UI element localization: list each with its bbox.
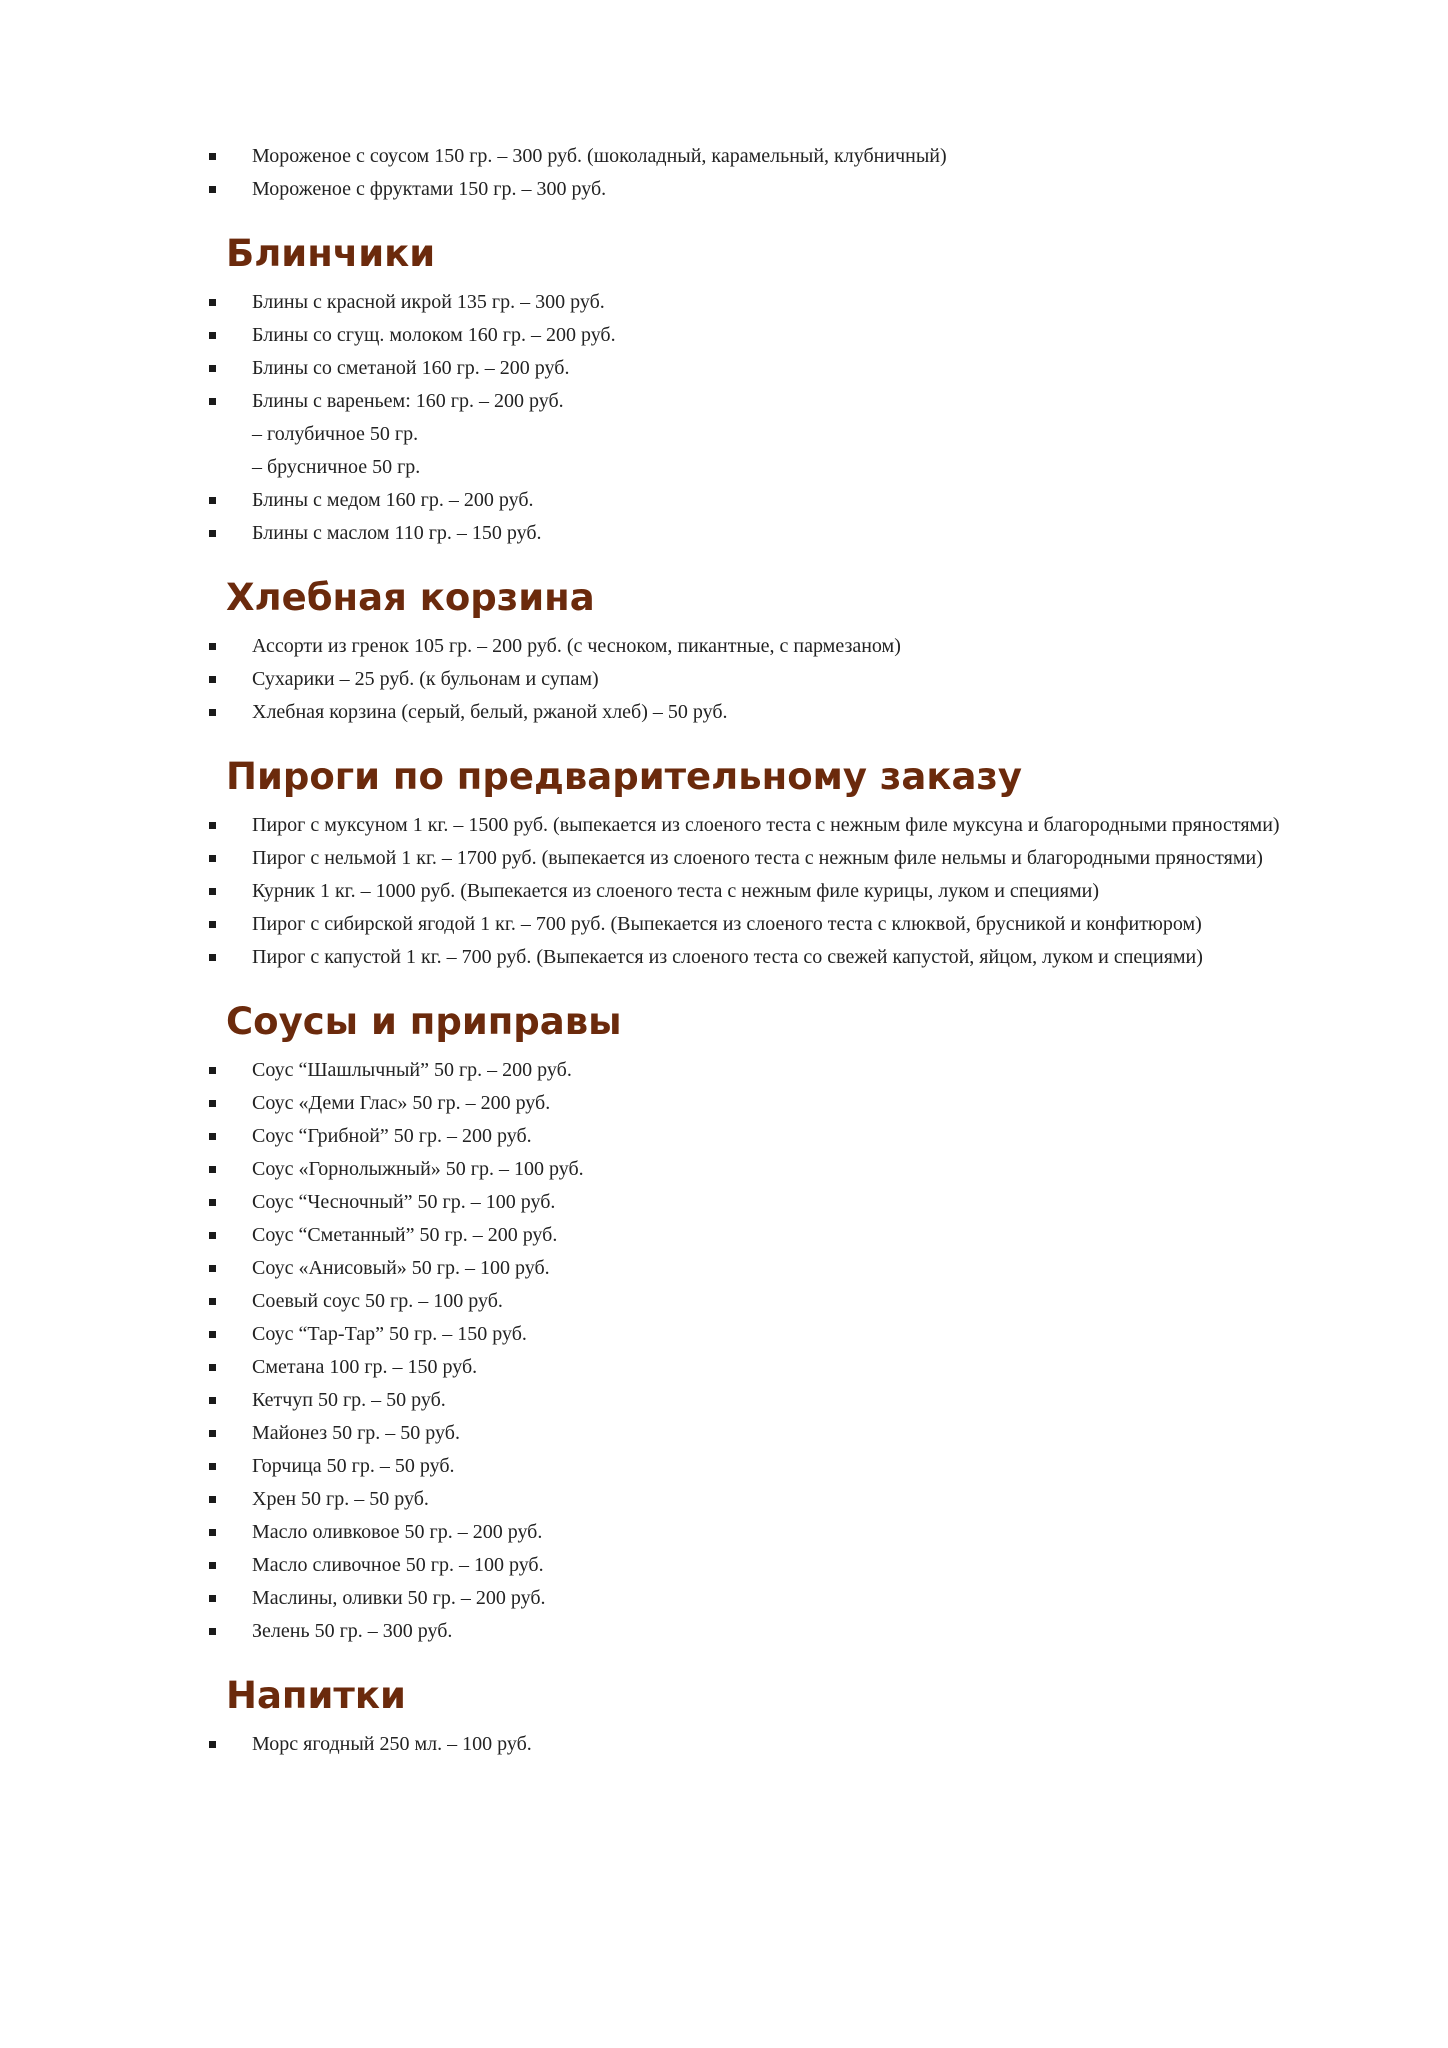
- bullet-icon: [209, 497, 216, 504]
- item-text: Зелень 50 гр. – 300 руб.: [252, 1620, 453, 1642]
- section-title-drinks: Напитки: [226, 1674, 406, 1717]
- item-text: Майонез 50 гр. – 50 руб.: [252, 1422, 460, 1444]
- list-item: [206, 385, 1336, 418]
- bullet-icon: [209, 1331, 216, 1338]
- list-item: [206, 173, 1336, 206]
- menu-content: [206, 140, 1336, 1761]
- bullet-icon: [209, 186, 216, 193]
- list-item: [206, 1351, 1336, 1384]
- pies-list: [206, 809, 1336, 974]
- bullet-icon: [209, 1562, 216, 1569]
- item-text: Соус «Горнолыжный» 50 гр. – 100 руб.: [252, 1158, 584, 1180]
- item-text: Блины с маслом 110 гр. – 150 руб.: [252, 522, 542, 544]
- list-item: [206, 319, 1336, 352]
- item-text: – брусничное 50 гр.: [252, 456, 421, 478]
- item-text: Маслины, оливки 50 гр. – 200 руб.: [252, 1587, 546, 1609]
- bullet-icon: [209, 365, 216, 372]
- list-item: [206, 1582, 1336, 1615]
- dessert-list: [206, 140, 1336, 206]
- section-title-sauces: Соусы и приправы: [226, 1000, 622, 1043]
- item-text: Пирог с сибирской ягодой 1 кг. – 700 руб. (Выпекается из слоеного теста с клюквой, брусникой и конфитюром): [252, 913, 1202, 935]
- list-item: [206, 1054, 1336, 1087]
- item-text: Сухарики – 25 руб. (к бульонам и супам): [252, 668, 599, 690]
- list-item: [206, 1549, 1336, 1582]
- item-text: Пирог с муксуном 1 кг. – 1500 руб. (выпекается из слоеного теста с нежным филе муксуна и благородными пряностями): [252, 814, 1280, 836]
- bullet-icon: [209, 1199, 216, 1206]
- item-text: Мороженое с фруктами 150 гр. – 300 руб.: [252, 178, 607, 200]
- list-item: [206, 1450, 1336, 1483]
- list-item: [206, 1417, 1336, 1450]
- list-item: [206, 1728, 1336, 1761]
- item-text: Блины со сгущ. молоком 160 гр. – 200 руб.: [252, 324, 616, 346]
- bullet-icon: [209, 1741, 216, 1748]
- list-item: [206, 663, 1336, 696]
- list-item: [206, 809, 1336, 842]
- item-text: Курник 1 кг. – 1000 руб. (Выпекается из слоеного теста с нежным филе курицы, луком и специями): [252, 880, 1099, 902]
- bullet-icon: [209, 643, 216, 650]
- list-item: [206, 1285, 1336, 1318]
- bullet-icon: [209, 1595, 216, 1602]
- item-text: Масло оливковое 50 гр. – 200 руб.: [252, 1521, 543, 1543]
- section-title-blinchiki: Блинчики: [226, 232, 436, 275]
- item-text: Блины с медом 160 гр. – 200 руб.: [252, 489, 534, 511]
- bullet-icon: [209, 822, 216, 829]
- item-text: Соус “Грибной” 50 гр. – 200 руб.: [252, 1125, 532, 1147]
- bullet-icon: [209, 299, 216, 306]
- list-item: [206, 1219, 1336, 1252]
- bullet-icon: [209, 1100, 216, 1107]
- bullet-icon: [209, 1265, 216, 1272]
- list-item: [206, 352, 1336, 385]
- list-sub-item: [206, 418, 1336, 451]
- blinchiki-list: [206, 286, 1336, 550]
- sauces-list: [206, 1054, 1336, 1648]
- item-text: Хрен 50 гр. – 50 руб.: [252, 1488, 429, 1510]
- list-item: [206, 1516, 1336, 1549]
- item-text: Соус «Деми Глас» 50 гр. – 200 руб.: [252, 1092, 551, 1114]
- list-item: [206, 517, 1336, 550]
- list-item: [206, 1252, 1336, 1285]
- item-text: Соус “Тар-Тар” 50 гр. – 150 руб.: [252, 1323, 527, 1345]
- item-text: Мороженое с соусом 150 гр. – 300 руб. (шоколадный, карамельный, клубничный): [252, 145, 947, 167]
- bullet-icon: [209, 398, 216, 405]
- section-title-pies: Пироги по предварительному заказу: [226, 755, 1023, 798]
- bullet-icon: [209, 1067, 216, 1074]
- item-text: Соус “Сметанный” 50 гр. – 200 руб.: [252, 1224, 558, 1246]
- bullet-icon: [209, 1364, 216, 1371]
- bullet-icon: [209, 1463, 216, 1470]
- bullet-icon: [209, 1430, 216, 1437]
- bullet-icon: [209, 855, 216, 862]
- bullet-icon: [209, 1133, 216, 1140]
- bullet-icon: [209, 332, 216, 339]
- item-text: Кетчуп 50 гр. – 50 руб.: [252, 1389, 446, 1411]
- item-text: Блины со сметаной 160 гр. – 200 руб.: [252, 357, 570, 379]
- item-text: Соус “Шашлычный” 50 гр. – 200 руб.: [252, 1059, 572, 1081]
- bullet-icon: [209, 1529, 216, 1536]
- list-item: [206, 1153, 1336, 1186]
- list-item: [206, 908, 1336, 941]
- list-item: [206, 696, 1336, 729]
- item-text: Пирог с нельмой 1 кг. – 1700 руб. (выпекается из слоеного теста с нежным филе нельмы и благородными пряностями): [252, 847, 1263, 869]
- bullet-icon: [209, 709, 216, 716]
- list-item: [206, 875, 1336, 908]
- bullet-icon: [209, 888, 216, 895]
- list-item: [206, 1615, 1336, 1648]
- item-text: Блины с красной икрой 135 гр. – 300 руб.: [252, 291, 605, 313]
- item-text: Ассорти из гренок 105 гр. – 200 руб. (с чесноком, пикантные, с пармезаном): [252, 635, 901, 657]
- list-item: [206, 140, 1336, 173]
- bullet-icon: [209, 921, 216, 928]
- list-item: [206, 484, 1336, 517]
- drinks-list: [206, 1728, 1336, 1761]
- item-text: Пирог с капустой 1 кг. – 700 руб. (Выпекается из слоеного теста со свежей капустой, яйцом, луком и специями): [252, 946, 1203, 968]
- list-item: [206, 1483, 1336, 1516]
- item-text: Соус «Анисовый» 50 гр. – 100 руб.: [252, 1257, 550, 1279]
- bullet-icon: [209, 1298, 216, 1305]
- list-item: [206, 630, 1336, 663]
- bullet-icon: [209, 676, 216, 683]
- item-text: Морс ягодный 250 мл. – 100 руб.: [252, 1733, 532, 1755]
- bread-basket-list: [206, 630, 1336, 729]
- list-item: [206, 1384, 1336, 1417]
- bullet-icon: [209, 153, 216, 160]
- list-item: [206, 941, 1336, 974]
- item-text: Соевый соус 50 гр. – 100 руб.: [252, 1290, 503, 1312]
- bullet-icon: [209, 954, 216, 961]
- bullet-icon: [209, 1397, 216, 1404]
- item-text: Хлебная корзина (серый, белый, ржаной хлеб) – 50 руб.: [252, 701, 728, 723]
- item-text: Горчица 50 гр. – 50 руб.: [252, 1455, 455, 1477]
- list-item: [206, 1318, 1336, 1351]
- item-text: Блины с вареньем: 160 гр. – 200 руб.: [252, 390, 564, 412]
- item-text: Соус “Чесночный” 50 гр. – 100 руб.: [252, 1191, 556, 1213]
- item-text: Сметана 100 гр. – 150 руб.: [252, 1356, 478, 1378]
- bullet-icon: [209, 1628, 216, 1635]
- list-item: [206, 842, 1336, 875]
- list-item: [206, 1120, 1336, 1153]
- bullet-icon: [209, 1496, 216, 1503]
- list-sub-item: [206, 451, 1336, 484]
- bullet-icon: [209, 1166, 216, 1173]
- item-text: Масло сливочное 50 гр. – 100 руб.: [252, 1554, 544, 1576]
- list-item: [206, 1186, 1336, 1219]
- list-item: [206, 286, 1336, 319]
- section-title-bread-basket: Хлебная корзина: [226, 576, 595, 619]
- item-text: – голубичное 50 гр.: [252, 423, 419, 445]
- list-item: [206, 1087, 1336, 1120]
- bullet-icon: [209, 530, 216, 537]
- bullet-icon: [209, 1232, 216, 1239]
